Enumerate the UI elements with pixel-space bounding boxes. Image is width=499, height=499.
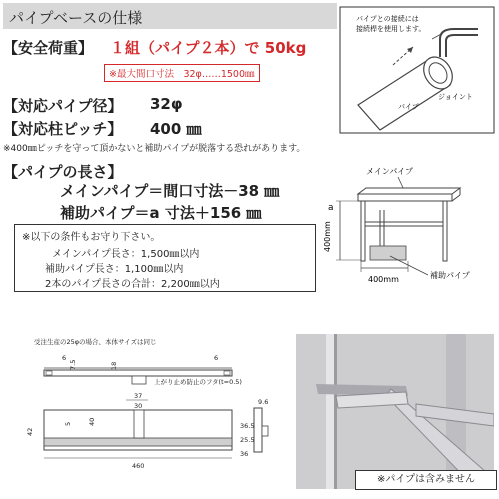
- main-pipe-formula: メインパイプ＝間口寸法－38 ㎜: [60, 182, 280, 200]
- dim-36-5: 36.5: [240, 422, 255, 430]
- frame-height-label: 400mm: [323, 221, 332, 252]
- pipe-diameter-label: 【対応パイプ径】: [3, 97, 123, 115]
- cap-note: 上がり止め防止のフタ(t=0.5): [154, 378, 242, 386]
- load-label: 【安全荷重】: [3, 39, 94, 57]
- length-label: 【パイプの長さ】: [3, 163, 123, 181]
- dim-5: 5: [64, 421, 72, 426]
- joint-note-line1: パイプとの接続には: [356, 15, 419, 23]
- dim-40: 40: [88, 417, 96, 426]
- frame-diagram: [320, 160, 498, 295]
- conditions-title: ※以下の条件もお守り下さい。: [22, 232, 161, 243]
- pitch-note: ※400㎜ピッチを守って頂かないと補助パイプが脱落する恐れがあります。: [3, 144, 306, 154]
- pipe-label: パイプ: [398, 103, 419, 111]
- sub-pipe-formula: 補助パイプ＝a 寸法＋156 ㎜: [60, 204, 262, 222]
- dim-30: 30: [134, 402, 143, 410]
- frame-width-label: 400mm: [368, 275, 399, 284]
- joint-diagram: [338, 5, 496, 135]
- condition-item: 補助パイプ長さ：1,100㎜以内: [45, 264, 184, 275]
- dim-9-6: 9.6: [258, 398, 269, 406]
- dim-7-5: 7.5: [69, 359, 77, 370]
- drawing-note: 受注生産の25φの場合、本体サイズは同じ: [34, 338, 157, 346]
- dim-6b: 6: [214, 354, 219, 362]
- condition-item: 2本のパイプ長さの合計：2,200㎜以内: [45, 279, 220, 290]
- pitch-label: 【対応柱ピッチ】: [3, 120, 123, 138]
- dim-36: 36: [240, 450, 249, 458]
- main-pipe-label: メインパイプ: [366, 167, 414, 176]
- dim-42: 42: [26, 427, 34, 436]
- section-header: [3, 3, 337, 29]
- product-photo: [296, 334, 494, 489]
- dim-37: 37: [134, 392, 143, 400]
- pipe-diameter-value: 32φ: [150, 95, 183, 113]
- sub-pipe-label: 補助パイプ: [430, 271, 470, 280]
- joint-label: ジョイント: [438, 93, 473, 101]
- dim-6a: 6: [62, 354, 67, 362]
- joint-note-line2: 接続桿を使用します。: [356, 25, 426, 33]
- dim-18: 18: [110, 361, 118, 370]
- dim-460: 460: [132, 462, 145, 470]
- frame-a-label: a: [328, 203, 334, 213]
- condition-item: メインパイプ長さ：1,500㎜以内: [52, 249, 200, 260]
- dim-25-5: 25.5: [240, 436, 255, 444]
- technical-drawing: [14, 330, 284, 480]
- photo-caption: ※パイプは含みません: [355, 470, 497, 490]
- load-value: １組（パイプ２本）で 50kg: [110, 39, 307, 57]
- load-note: ※最大間口寸法 32φ……1500㎜: [104, 64, 260, 82]
- pitch-value: 400 ㎜: [150, 120, 202, 138]
- section-title: パイプベースの仕様: [9, 9, 143, 27]
